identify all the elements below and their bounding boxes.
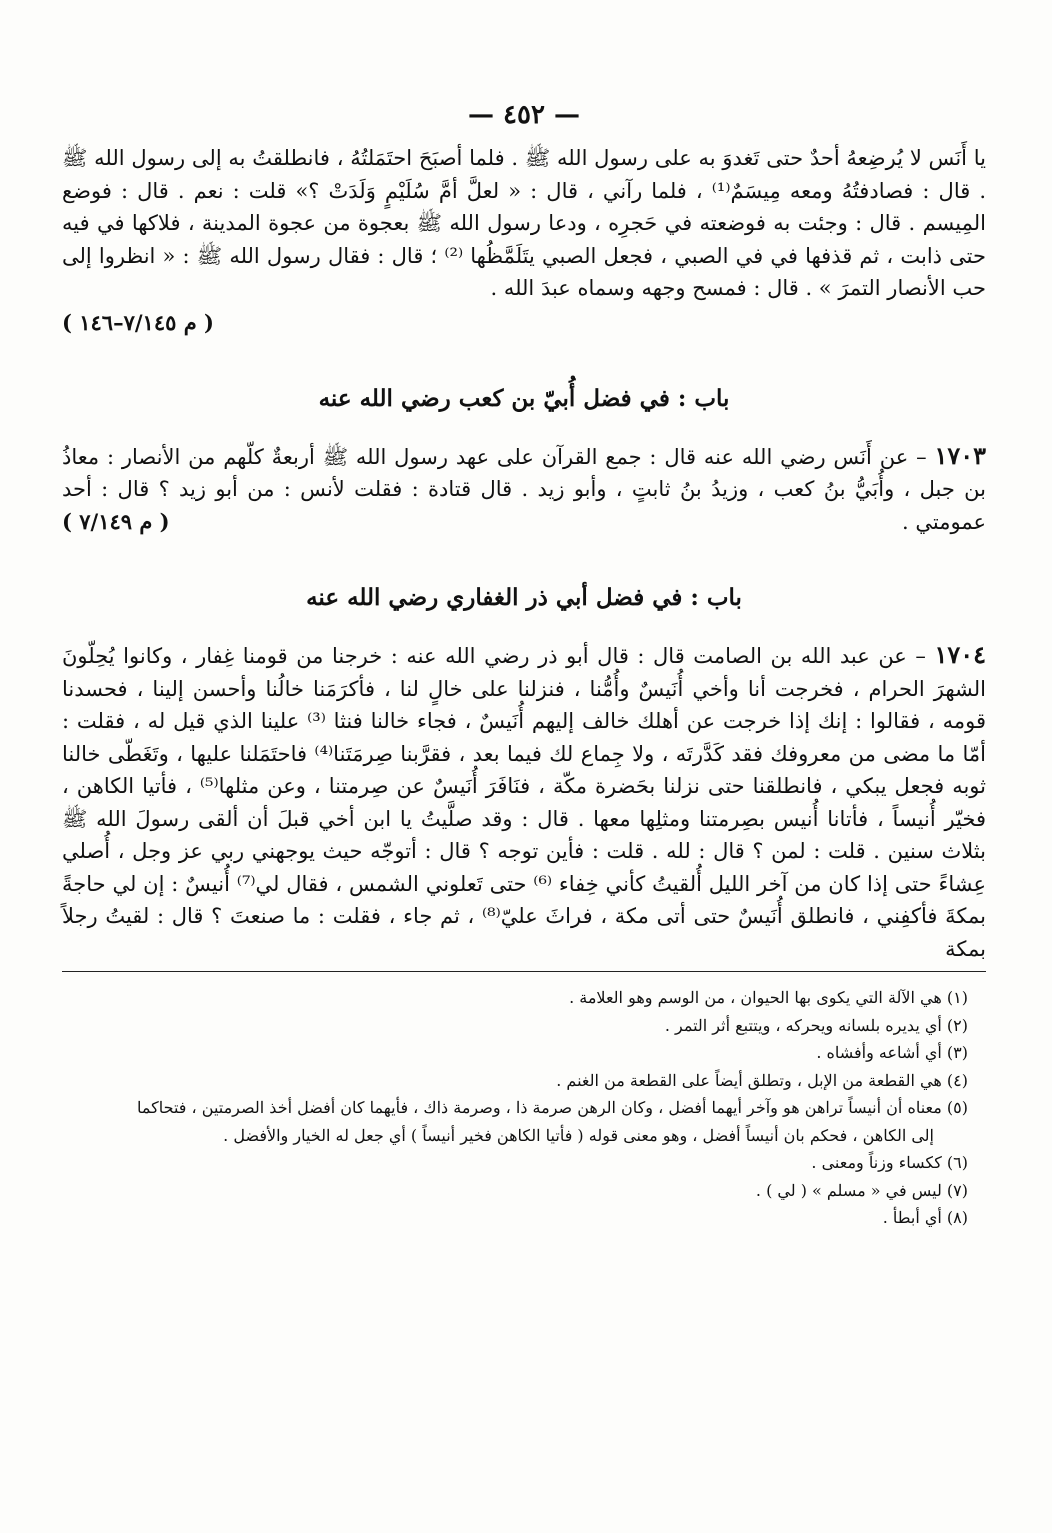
footnote: (٧) ليس في « مسلم » ( لي ) . <box>755 1180 968 1200</box>
footnote: (٢) أي يديره بلسانه ويحركه ، ويتتبع أثر التمر . <box>664 1015 968 1035</box>
hadith-number: ١٧٠٤ <box>934 640 986 669</box>
hadith-reference: ( م ٧/١٤٥–١٤٦ ) <box>62 309 214 335</box>
footnote-divider <box>62 971 986 972</box>
footnotes <box>62 984 986 1232</box>
hadith-reference: ( م ٧/١٤٩ ) <box>62 508 170 534</box>
page-number: — ٤٥٢ — <box>467 100 581 130</box>
footnote: (٤) هي القطعة من الإبل ، وتطلق أيضاً على القطعة من الغنم . <box>556 1070 968 1090</box>
footnote: (٥) معناه أن أنيساً تراهن هو وآخر أيهما أفضل ، وكان الرهن صرمة ذا ، وصرمة ذاك ، فأيهما كان أفضل أخذ الصرمتين ، فتحاكما <box>137 1098 968 1117</box>
chapter-heading-ubayy: باب : في فضل أُبيّ بن كعب رضي الله عنه <box>318 384 730 412</box>
footnote-continuation: إلى الكاهن ، فحكم بان أنيساً أفضل ، وهو معنى قوله ( فأتيا الكاهن فخير أنيساً ) أي جعل له الخيار والأفضل . <box>223 1125 934 1145</box>
chapter-heading-abu-dharr: باب : في فضل أبي ذر الغفاري رضي الله عنه <box>306 584 742 611</box>
footnote: (١) هي الآلة التي يكوى بها الحيوان ، من الوسم وهو العلامة . <box>569 988 968 1007</box>
hadith-continuation-text: يا أَنَس لا يُرضِعهُ أحدٌ حتى تَغدوَ به على رسول الله ﷺ . فلما أصبَحَ احتَمَلتُهُ ، فانطلقتُ به إلى رسول الله ﷺ . قال : فصادفتُهُ ومعه مِيسَمٌ⁽¹⁾ ، فلما رآني ، قال : « لعلَّ أمَّ سُلَيْمٍ وَلَدَتْ ؟» قلت : نعم . قال : فوضع المِيسم . قال : وجئت به فوضعته في حَجرِه ، ودعا رسول الله ﷺ بعجوة من عجوة المدينة ، فلاكها في فيه حتى ذابت ، ثم قذفها في في الصبي ، فجعل الصبي يتَلَمَّظُها ⁽²⁾ ؛ قال : فقال رسول الله ﷺ : « انظروا إلى حب الأنصار التمرَ » . قال : فمسح وجهه وسماه عبدَ الله . <box>62 146 986 300</box>
hadith-text: – عن عبد الله بن الصامت قال : قال أبو ذر رضي الله عنه : خرجنا من قومنا غِفار ، وكانوا يُحِلّونَ الشهرَ الحرام ، فخرجت أنا وأخي أُنَيسٌ وأُمُّنا ، فنزلنا على خالٍ لنا ، فأكرَمَنا خالُنا وأحسن إلينا ، فحسدنا قومه ، فقالوا : إنك إذا خرجت عن أهلك خالف إليهم أُنَيسٌ ، فجاء خالنا فنثا ⁽³⁾ علينا الذي قيل له ، فقلت : أمّا ما مضى من معروفك فقد كَدَّرتَه ، ولا جِماع لك فيما بعد ، فقرَّبنا صِرمَتَنا⁽⁴⁾ فاحتَمَلنا عليها ، وتَغَطّى خالنا ثوبه فجعل يبكي ، فانطلقنا حتى نزلنا بحَضرة مكّة ، فنَافَرَ أُنَيسٌ عن صِرمتنا ، وعن مثلها⁽⁵⁾ ، فأتيا الكاهن ، فخيّر أُنيساً ، فأتانا أُنيس بصِرمتنا ومثلِها معها . قال : وقد صلَّيتُ يا ابن أخي قبلَ أن ألقى رسولَ الله ﷺ بثلاث سنين . قلت : لمن ؟ قال : لله . قلت : فأين توجه ؟ قال : أتوجّه حيث يوجهني ربي عز وجل ، أُصلي عِشاءً حتى إذا كان من آخر الليل أُلقيتُ كأني خِفاء ⁽⁶⁾ حتى تَعلوني الشمس ، فقال لي⁽⁷⁾ أُنيسٌ : إن لي حاجةً بمكةَ فأكفِني ، فانطلق أُنَيسٌ حتى أتى مكة ، فراثَ عليّ⁽⁸⁾ ، ثم جاء ، فقلت : ما صنعتَ ؟ قال : لقيتُ رجلاً بمكة <box>62 644 987 961</box>
hadith-text: – عن أَنَس رضي الله عنه قال : جمع القرآن على عهد رسول الله ﷺ أربعةٌ كلّهم من الأنصار : معاذُ بن جبل ، وأُبَيُّ بنُ كعب ، وزيدُ بنُ ثابتٍ ، وأبو زيد . قال قتادة : فقلت لأنس : من أبو زيد ؟ قال : أحد عمومتي . <box>62 444 986 534</box>
footnote: (٣) أي أشاعه وأفشاه . <box>816 1043 968 1062</box>
footnote: (٦) ككساء وزناً ومعنى . <box>811 1153 968 1172</box>
hadith-1703 <box>62 440 986 539</box>
hadith-number: ١٧٠٣ <box>934 440 986 470</box>
hadith-1704 <box>62 639 986 965</box>
footnote: (٨) أي أبطأ . <box>882 1208 968 1227</box>
